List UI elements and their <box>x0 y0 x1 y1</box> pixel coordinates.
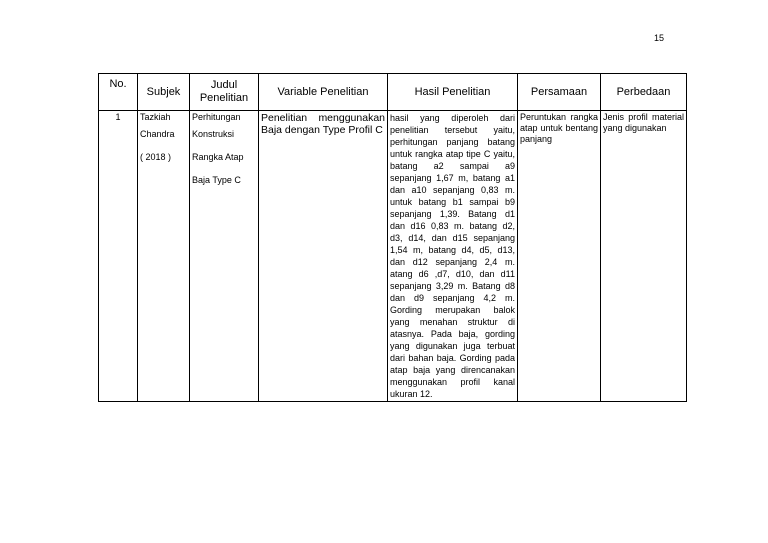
subjek-name-line1: Tazkiah <box>140 112 171 122</box>
cell-subjek <box>138 111 190 402</box>
cell-persamaan: Peruntukan rangka atap untuk bentang panjang <box>518 111 601 402</box>
cell-perbedaan: Jenis profil material yang digunakan <box>601 111 687 402</box>
cell-no: 1 <box>99 111 138 402</box>
header-persamaan: Persamaan <box>518 74 601 111</box>
table-row <box>99 111 687 402</box>
page-number: 15 <box>654 33 665 43</box>
table-header-row <box>99 74 687 111</box>
header-judul-line2: Penelitian <box>199 92 249 104</box>
literature-review-table <box>98 73 687 402</box>
cell-hasil: hasil yang diperoleh dari penelitian tersebut yaitu, perhitungan panjang batang untuk rangka atap tipe C yaitu, batang a2 sampai a9 sepanjang 1,67 m, batang a1 dan a10 sepanjang 0,83 m. untuk batang b1 sampai b9 sepanjang 1,39. Batang d1 dan d16 0,83 m. batang d2, d3, d14, dan d15 sepanjang 1,54 m, batang d4, d5, d13, dan d12 sepanjang 2,4 m. atang d6 ,d7, d10, dan d11 sepanjang 3,29 m. Batang d8 dan d9 sepanjang 4,2 m. Gording merupakan balok yang menahan struktur di atasnya. Pada baja, gording yang digunakan juga terbuat dari bahan baja. Gording pada atap baja yang direncanakan menggunakan profil kanal ukuran 12. <box>388 111 518 402</box>
header-hasil: Hasil Penelitian <box>388 74 518 111</box>
cell-judul <box>190 111 259 402</box>
header-no: No. <box>99 74 138 111</box>
header-perbedaan: Perbedaan <box>601 74 687 111</box>
subjek-year: ( 2018 ) <box>140 152 172 162</box>
header-judul <box>190 74 259 111</box>
judul-line4: Baja Type C <box>192 175 241 185</box>
judul-line2: Konstruksi <box>192 129 235 139</box>
judul-line1: Perhitungan <box>192 112 241 122</box>
header-subjek: Subjek <box>138 74 190 111</box>
header-judul-line1: Judul <box>210 79 238 91</box>
cell-variable: Penelitian menggunakan Baja dengan Type Profil C <box>259 111 388 402</box>
subjek-name-line2: Chandra <box>140 129 175 139</box>
judul-line3: Rangka Atap <box>192 152 244 162</box>
header-variable: Variable Penelitian <box>259 74 388 111</box>
